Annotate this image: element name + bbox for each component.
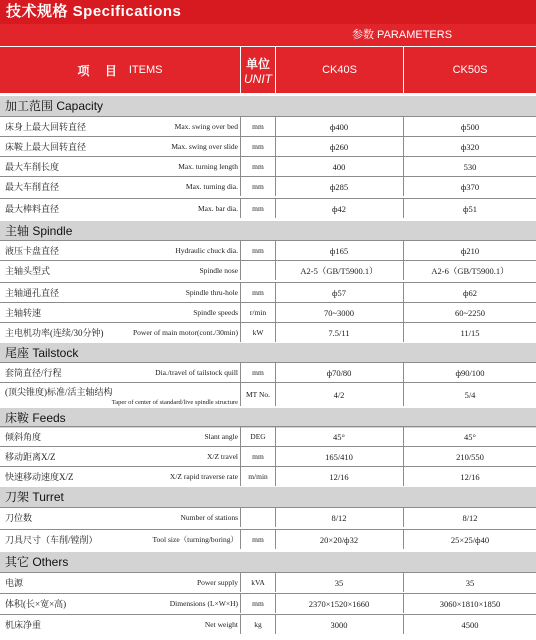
column-divider	[403, 199, 404, 218]
column-divider	[275, 383, 276, 406]
row-label-cn: 机床净重	[5, 620, 42, 630]
column-divider	[403, 241, 404, 260]
row-unit: kg	[254, 620, 262, 629]
column-divider	[275, 137, 276, 156]
column-divider	[240, 427, 241, 446]
row-label-cn: 移动距离X/Z	[5, 452, 56, 462]
column-divider	[275, 199, 276, 218]
column-divider	[403, 383, 404, 406]
table-row	[0, 136, 536, 156]
value-ck50s: ф51	[462, 203, 477, 214]
row-label-en: Spindle speeds	[193, 308, 238, 317]
value-ck40s: 12/16	[329, 471, 349, 482]
value-ck40s: 4/2	[333, 389, 345, 400]
column-divider	[240, 283, 241, 302]
table-row	[0, 572, 536, 592]
column-divider	[275, 447, 276, 466]
row-label-cn: 倾斜角度	[5, 432, 42, 442]
column-divider	[403, 177, 404, 196]
parameters-header	[0, 24, 536, 46]
row-label-cn: 电源	[5, 578, 24, 588]
section-header: 加工范围 Capacity	[0, 96, 536, 116]
value-ck40s: 20×20/ф32	[319, 534, 359, 545]
table-row	[0, 116, 536, 136]
unit-cn: 单位	[245, 56, 270, 71]
column-divider	[275, 530, 276, 549]
column-divider	[240, 573, 241, 592]
row-label-en: Tool size（turning/boring）	[152, 535, 238, 544]
value-ck40s: 70~3000	[323, 307, 355, 318]
value-ck50s: 210/550	[456, 451, 484, 462]
row-unit: mm	[252, 288, 264, 297]
section-header: 尾座 Tailstock	[0, 343, 536, 363]
column-divider	[403, 615, 404, 634]
value-ck50s: ф370	[460, 181, 480, 192]
row-label-en: Taper of center of standard/live spindle structure	[111, 399, 238, 406]
column-divider	[275, 427, 276, 446]
value-ck50s: ф210	[460, 245, 480, 256]
table-row	[0, 362, 536, 382]
column-divider	[275, 363, 276, 382]
row-label-en: X/Z travel	[206, 452, 238, 461]
table-row	[0, 614, 536, 634]
value-ck50s: 8/12	[462, 512, 478, 523]
row-label-cn: 主轴头型式	[5, 266, 51, 276]
column-divider	[240, 530, 241, 549]
row-label-en: Net weight	[204, 620, 238, 629]
column-divider	[403, 447, 404, 466]
row-unit: kVA	[251, 578, 265, 587]
row-label-en: Max. swing over bed	[174, 122, 238, 131]
row-label-cn: 快速移动速度X/Z	[5, 472, 74, 482]
row-label-cn: 主轴通孔直径	[5, 288, 60, 298]
row-label-cn: 最大棒料直径	[5, 204, 60, 214]
row-label-en: Max. bar dia.	[198, 204, 238, 213]
value-ck50s: 530	[463, 161, 477, 172]
row-label-cn: 液压卡盘直径	[5, 246, 60, 256]
row-unit: mm	[252, 368, 264, 377]
row-label-en: Spindle nose	[199, 266, 238, 275]
row-label-cn: 刀位数	[5, 513, 33, 523]
value-ck40s: 8/12	[331, 512, 347, 523]
row-label-cn: 主轴转速	[5, 308, 42, 318]
column-divider	[275, 508, 276, 527]
value-ck40s: 3000	[330, 619, 348, 630]
row-label-en: Number of stations	[180, 513, 238, 522]
table-row	[0, 426, 536, 446]
table-row	[0, 446, 536, 466]
value-ck40s: ф400	[329, 121, 349, 132]
value-ck40s: ф260	[329, 141, 349, 152]
column-divider	[240, 594, 241, 613]
value-ck40s: 45°	[333, 431, 345, 442]
row-label-en: Dia./travel of tailstock quill	[155, 368, 238, 377]
row-label-cn: 主电机功率(连续/30分钟)	[5, 328, 104, 338]
row-unit: mm	[252, 452, 264, 461]
column-divider	[403, 508, 404, 527]
value-ck50s: ф62	[462, 287, 477, 298]
column-divider	[240, 303, 241, 322]
column-divider	[403, 573, 404, 592]
value-ck50s: 25×25/ф40	[450, 534, 490, 545]
row-label-en: Max. turning length	[178, 162, 238, 171]
column-divider	[275, 241, 276, 260]
column-divider	[240, 467, 241, 486]
row-unit: mm	[252, 122, 264, 131]
table-row	[0, 593, 536, 613]
table-row	[0, 156, 536, 176]
row-unit: r/min	[249, 308, 267, 317]
items-cn: 项 目	[77, 63, 123, 78]
row-label-cn: (顶尖锥度)标准/活主轴结构	[5, 387, 113, 397]
column-divider	[403, 117, 404, 136]
table-row	[0, 322, 536, 342]
column-divider	[240, 177, 241, 196]
column-divider	[275, 177, 276, 196]
row-unit: kW	[252, 328, 264, 337]
row-label-cn: 床身上最大回转直径	[5, 122, 87, 132]
column-divider	[403, 467, 404, 486]
value-ck50s: ф500	[460, 121, 480, 132]
section-header: 主轴 Spindle	[0, 221, 536, 241]
value-ck50s: ф320	[460, 141, 480, 152]
column-divider	[275, 261, 276, 280]
value-ck50s: 12/16	[460, 471, 480, 482]
row-unit: m/min	[248, 472, 268, 481]
column-divider	[240, 157, 241, 176]
column-divider	[275, 573, 276, 592]
column-divider	[240, 383, 241, 406]
value-ck50s: A2-6（GB/T5900.1）	[431, 265, 509, 276]
value-ck40s: ф285	[329, 181, 349, 192]
column-divider	[240, 323, 241, 342]
column-divider	[403, 363, 404, 382]
column-divider	[403, 594, 404, 613]
value-ck40s: 7.5/11	[328, 327, 350, 338]
column-divider	[240, 363, 241, 382]
row-unit: mm	[252, 162, 264, 171]
column-divider	[275, 117, 276, 136]
row-unit: mm	[252, 599, 264, 608]
table-row	[0, 302, 536, 322]
row-label-cn: 最大车削直径	[5, 182, 60, 192]
row-label-cn: 最大车削长度	[5, 162, 60, 172]
table-row	[0, 198, 536, 218]
parameters-label: 参数 PARAMETERS	[352, 29, 453, 41]
value-ck50s: 4500	[461, 619, 479, 630]
value-ck50s: 35	[465, 577, 475, 588]
column-divider	[240, 261, 241, 280]
column-divider	[240, 117, 241, 136]
value-ck40s: 2370×1520×1660	[308, 598, 370, 609]
page-title: 技术规格 Specifications	[0, 0, 536, 24]
row-label-en: Spindle thru-hole	[185, 288, 238, 297]
column-divider	[403, 261, 404, 280]
value-ck40s: 165/410	[325, 451, 353, 462]
column-divider	[275, 303, 276, 322]
row-label-en: Power of main motor(cont./30min)	[133, 328, 238, 337]
row-unit: mm	[252, 535, 264, 544]
column-divider	[403, 283, 404, 302]
row-unit: mm	[252, 204, 264, 213]
value-ck40s: ф42	[331, 203, 346, 214]
column-divider	[240, 137, 241, 156]
row-label-cn: 刀具尺寸（车削/镗削）	[5, 535, 98, 545]
value-ck40s: ф70/80	[326, 367, 352, 378]
column-divider	[240, 199, 241, 218]
section-header: 其它 Others	[0, 552, 536, 572]
column-divider	[403, 427, 404, 446]
value-ck40s: ф57	[331, 287, 346, 298]
row-label-en: Dimensions (L×W×H)	[169, 599, 238, 608]
value-ck40s: A2-5（GB/T5900.1）	[300, 265, 378, 276]
unit-header	[241, 47, 275, 93]
value-ck40s: 35	[334, 577, 344, 588]
row-unit: mm	[252, 246, 264, 255]
row-label-cn: 套筒直径/行程	[5, 368, 62, 378]
unit-en: UNIT	[244, 71, 272, 86]
row-label-en: Max. turning dia.	[185, 182, 238, 191]
value-ck50s: ф90/100	[455, 367, 485, 378]
column-divider	[275, 615, 276, 634]
row-label-en: Hydraulic chuck dia.	[175, 246, 238, 255]
table-row	[0, 240, 536, 260]
column-divider	[275, 157, 276, 176]
row-label-en: Slant angle	[204, 432, 238, 441]
value-ck50s: 60~2250	[454, 307, 486, 318]
section-header: 床鞍 Feeds	[0, 408, 536, 428]
row-label-en: X/Z rapid traverse rate	[169, 472, 238, 481]
row-unit: mm	[252, 142, 264, 151]
column-divider	[275, 283, 276, 302]
value-ck50s: 45°	[464, 431, 476, 442]
column-divider	[240, 241, 241, 260]
value-ck50s: 11/15	[460, 327, 480, 338]
table-row	[0, 176, 536, 196]
row-unit: MT No.	[245, 390, 271, 399]
value-ck40s: 400	[332, 161, 346, 172]
row-unit	[242, 261, 274, 280]
column-divider	[403, 137, 404, 156]
table-row	[0, 466, 536, 486]
column-divider	[240, 615, 241, 634]
column-divider	[403, 530, 404, 549]
items-header	[0, 47, 240, 93]
column-divider	[240, 447, 241, 466]
column-divider	[275, 323, 276, 342]
row-label-cn: 体积(长×宽×高)	[5, 599, 67, 609]
column-divider	[275, 467, 276, 486]
table-row	[0, 282, 536, 302]
model-ck50s-header: CK50S	[404, 47, 536, 93]
row-unit: DEG	[250, 432, 266, 441]
column-divider	[403, 157, 404, 176]
table-row	[0, 382, 536, 406]
column-divider	[403, 323, 404, 342]
column-divider	[403, 303, 404, 322]
section-header: 刀架 Turret	[0, 487, 536, 507]
model-ck40s-header: CK40S	[276, 47, 403, 93]
value-ck40s: ф165	[329, 245, 349, 256]
table-row	[0, 507, 536, 527]
value-ck50s: 5/4	[464, 389, 476, 400]
row-label-en: Max. swing over slide	[171, 142, 238, 151]
items-en: ITEMS	[128, 64, 163, 76]
row-unit	[242, 508, 274, 527]
column-divider	[240, 508, 241, 527]
row-unit: mm	[252, 182, 264, 191]
row-label-en: Power supply	[196, 578, 238, 587]
row-label-cn: 床鞍上最大回转直径	[5, 142, 87, 152]
table-row	[0, 260, 536, 280]
table-row	[0, 529, 536, 549]
value-ck50s: 3060×1810×1850	[439, 598, 501, 609]
column-divider	[275, 594, 276, 613]
